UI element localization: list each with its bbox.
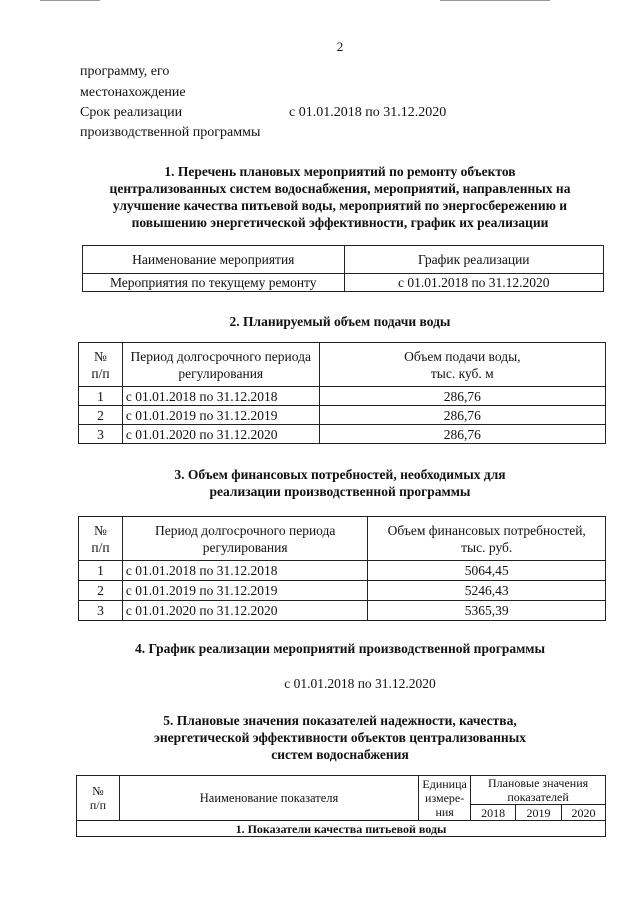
header-line-3: Срок реализации — [80, 105, 183, 120]
table-row: 1 с 01.01.2018 по 31.12.2018 5064,45 — [79, 561, 606, 581]
column-header: Наименование мероприятия — [83, 246, 345, 274]
column-header-number: № п/п — [79, 517, 123, 561]
table-row: 3 с 01.01.2020 по 31.12.2020 286,76 — [79, 425, 606, 444]
column-header-period: Период долгосрочного периода регулирования — [122, 343, 319, 387]
column-header-unit: Единица измере- ния — [419, 776, 471, 821]
table-row: 2 с 01.01.2019 по 31.12.2019 286,76 — [79, 406, 606, 425]
column-header-financial: Объем финансовых потребностей, тыс. руб. — [368, 517, 606, 561]
column-header-year: 2019 — [516, 805, 562, 821]
section-1-table — [82, 245, 604, 292]
page-number: 2 — [336, 39, 344, 54]
column-header-planned-values: Плановые значения показателей — [471, 776, 606, 805]
column-header-volume: Объем подачи воды, тыс. куб. м — [319, 343, 605, 387]
table-row: 1 с 01.01.2018 по 31.12.2018 286,76 — [79, 387, 606, 406]
header-implementation-period: с 01.01.2018 по 31.12.2020 — [289, 105, 447, 120]
table-cell: с 01.01.2018 по 31.12.2020 — [344, 274, 603, 292]
column-header-year: 2020 — [562, 805, 606, 821]
section-2-table — [78, 342, 606, 444]
column-header-year: 2018 — [471, 805, 516, 821]
table-cell: Мероприятия по текущему ремонту — [83, 274, 345, 292]
column-header: График реализации — [344, 246, 603, 274]
table-row: 3 с 01.01.2020 по 31.12.2020 5365,39 — [79, 601, 606, 621]
section-3-table — [78, 516, 606, 621]
column-header-period: Период долгосрочного периода регулирования — [122, 517, 368, 561]
column-header-number: № п/п — [77, 776, 120, 821]
section-4-title: 4. График реализации мероприятий производственной программы — [134, 641, 546, 656]
section-5-title: 5. Плановые значения показателей надежности, качества, энергетической эффективности объектов централизованных систем водоснабжения — [153, 713, 526, 762]
column-header-indicator: Наименование показателя — [119, 776, 418, 821]
section-2-title: 2. Планируемый объем подачи воды — [229, 314, 451, 329]
header-line-2: местонахождение — [80, 85, 186, 100]
header-line-4: производственной программы — [80, 125, 261, 140]
section-4-period: с 01.01.2018 по 31.12.2020 — [284, 676, 436, 691]
scan-edge-mark — [440, 0, 550, 1]
column-header-number: № п/п — [79, 343, 123, 387]
table-row: 2 с 01.01.2019 по 31.12.2019 5246,43 — [79, 581, 606, 601]
table-subheader: 1. Показатели качества питьевой воды — [77, 821, 606, 837]
header-line-1: программу, его — [80, 64, 170, 79]
section-1-title: 1. Перечень плановых мероприятий по ремонту объектов централизованных систем водоснабжения, мероприятий, направленных на улучшение качества питьевой воды, мероприятий по энергосбережению и повышению энергетической эффективности, график их реализации — [109, 164, 571, 230]
scan-edge-mark — [40, 0, 100, 1]
section-3-title: 3. Объем финансовых потребностей, необходимых для реализации производственной программы — [174, 467, 506, 499]
section-5-table — [76, 775, 606, 837]
